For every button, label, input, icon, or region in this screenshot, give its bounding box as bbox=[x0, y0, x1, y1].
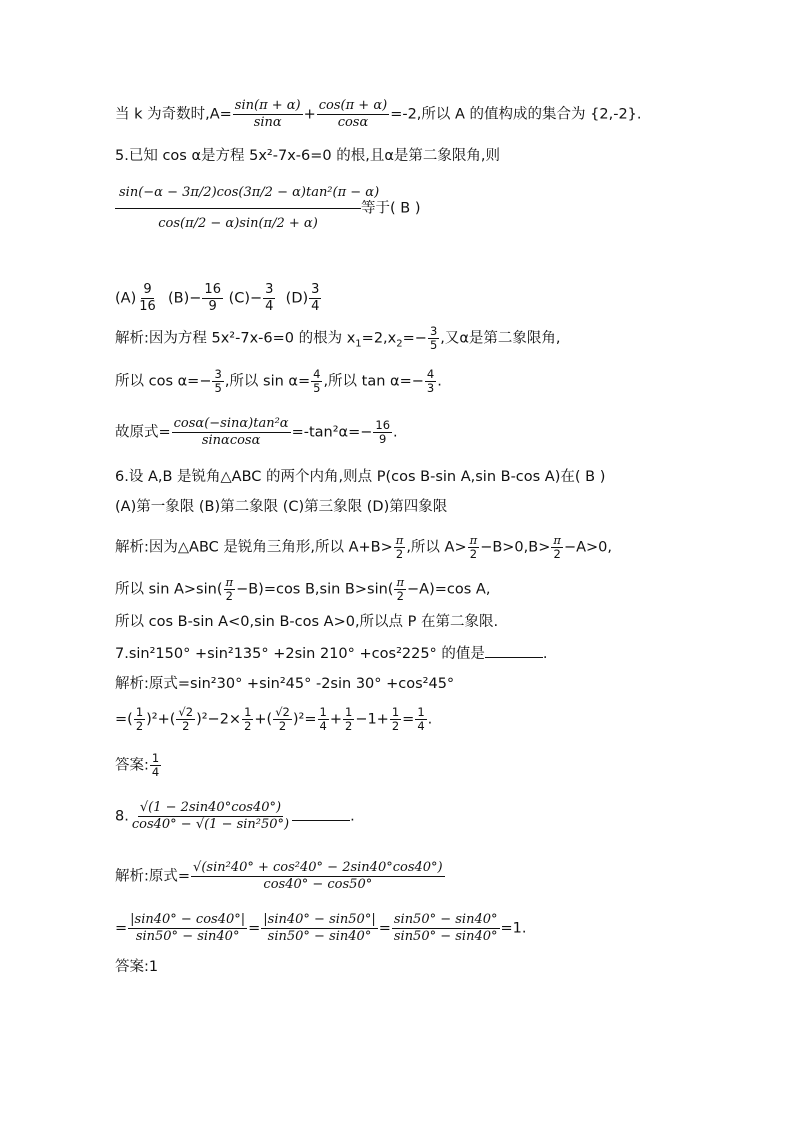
question-5-solution-1: 解析:因为方程 5x²-7x-6=0 的根为 $x_1=2,x_2=-$ $\frac{3}{5}$ ,又α是第二象限角, bbox=[115, 324, 561, 352]
text: . bbox=[427, 711, 433, 728]
fraction bbox=[172, 416, 291, 449]
denominator: sin50° − sin40° bbox=[135, 929, 240, 944]
denominator: 4 bbox=[265, 299, 274, 314]
option-d-label: (D) bbox=[285, 290, 309, 307]
question-6-stem: 6.设 A,B 是锐角△ABC 的两个内角,则点 P(cos B-sin A,sin B-cos A)在( B ) bbox=[115, 469, 606, 485]
numerator: 16 bbox=[204, 282, 221, 297]
denominator: 2 bbox=[396, 589, 404, 603]
numerator: π bbox=[553, 533, 561, 547]
question-7-solution-2 bbox=[115, 706, 754, 733]
text: −1+ bbox=[355, 711, 389, 728]
fraction bbox=[137, 282, 158, 315]
question-6-options: (A)第一象限 (B)第二象限 (C)第三象限 (D)第四象限 bbox=[115, 499, 448, 515]
fraction bbox=[242, 706, 253, 733]
text: . bbox=[393, 424, 398, 441]
question-7-solution-1: 解析:原式=sin²30° +sin²45° -2sin 30° +cos²45° bbox=[115, 676, 455, 692]
fraction bbox=[373, 419, 392, 446]
fraction bbox=[415, 706, 426, 733]
text: 当 k 为奇数时,A= bbox=[115, 106, 232, 123]
text: =1. bbox=[500, 920, 527, 937]
fraction bbox=[224, 576, 236, 603]
text: ,所以 tan α=− bbox=[323, 373, 424, 390]
text: 故原式= bbox=[115, 424, 171, 441]
text: + bbox=[329, 711, 342, 728]
text: +( bbox=[254, 711, 273, 728]
big-fraction bbox=[115, 178, 380, 239]
text: =2,x bbox=[361, 330, 397, 347]
fraction bbox=[394, 576, 406, 603]
numerator: 1 bbox=[319, 705, 327, 719]
denominator: 2 bbox=[344, 719, 353, 733]
numerator: √(sin²40° + cos²40° − 2sin40°cos40°) bbox=[193, 860, 443, 875]
numerator: 3 bbox=[265, 282, 274, 297]
denominator: 4 bbox=[417, 719, 425, 733]
answer-blank bbox=[292, 806, 350, 821]
denominator: 4 bbox=[319, 719, 327, 733]
fraction bbox=[233, 98, 303, 131]
denominator: sin50° − sin40° bbox=[393, 929, 498, 944]
text: . bbox=[437, 373, 442, 390]
numerator: 1 bbox=[135, 705, 144, 719]
fraction bbox=[317, 98, 389, 131]
numerator: 16 bbox=[375, 418, 391, 432]
answer-blank bbox=[485, 643, 543, 658]
numerator: 1 bbox=[244, 705, 252, 719]
text: 解析:因为方程 5x²-7x-6=0 的根为 x bbox=[115, 330, 356, 347]
numerator: 3 bbox=[429, 324, 438, 338]
denominator: cos(π/2 − α)sin(π/2 + α) bbox=[158, 216, 318, 231]
numerator: cos(π + α) bbox=[318, 98, 388, 113]
question-7-answer bbox=[115, 752, 754, 779]
numerator: 4 bbox=[313, 367, 321, 381]
fraction bbox=[392, 912, 500, 945]
fraction bbox=[191, 860, 445, 893]
denominator: 9 bbox=[208, 299, 217, 314]
denominator: sinα bbox=[253, 115, 282, 130]
text: . bbox=[542, 646, 548, 662]
question-5-solution-2 bbox=[115, 368, 754, 395]
text: 所以 cos α=− bbox=[115, 373, 212, 390]
numerator: √2 bbox=[275, 705, 290, 719]
denominator: 3 bbox=[426, 381, 435, 395]
text: = bbox=[248, 920, 261, 937]
option-b-label: (B)− bbox=[168, 290, 202, 307]
denominator: 5 bbox=[214, 381, 222, 395]
denominator: 2 bbox=[225, 589, 233, 603]
text: = bbox=[402, 711, 415, 728]
question-8-answer: 答案:1 bbox=[115, 959, 159, 975]
numerator: √(1 − 2sin40°cos40°) bbox=[139, 800, 282, 815]
question-5-expression bbox=[115, 178, 754, 239]
fraction bbox=[425, 368, 436, 395]
numerator: sin50° − sin40° bbox=[393, 912, 498, 927]
text: + bbox=[303, 106, 316, 123]
fraction bbox=[150, 752, 161, 779]
numerator: 3 bbox=[214, 367, 222, 381]
text: 解析:因为△ABC 是锐角三角形,所以 A+B> bbox=[115, 539, 393, 556]
numerator: sin(−α − 3π/2)cos(3π/2 − α)tan²(π − α) bbox=[115, 178, 361, 209]
question-8-stem bbox=[115, 800, 754, 833]
fraction bbox=[273, 706, 292, 733]
text: )²= bbox=[292, 711, 317, 728]
numerator: 3 bbox=[311, 282, 320, 297]
fraction bbox=[130, 800, 291, 833]
denominator: cos40° − cos50° bbox=[263, 877, 373, 892]
numerator: 1 bbox=[417, 705, 425, 719]
question-6-solution-3: 所以 cos B-sin A<0,sin B-cos A>0,所以点 P 在第二象限. bbox=[115, 614, 499, 630]
denominator: 2 bbox=[244, 719, 252, 733]
denominator: cos40° − √(1 − sin²50°) bbox=[131, 817, 290, 832]
fraction bbox=[128, 912, 247, 945]
text: 8. bbox=[115, 808, 129, 825]
denominator: 4 bbox=[151, 765, 160, 779]
numerator: √2 bbox=[178, 705, 194, 719]
fraction bbox=[428, 325, 439, 352]
numerator: |sin40° − cos40°| bbox=[130, 912, 246, 927]
fraction bbox=[343, 706, 354, 733]
question-5-solution-3 bbox=[115, 416, 754, 449]
text: . bbox=[350, 808, 355, 825]
fraction bbox=[263, 282, 275, 315]
denominator: 2 bbox=[553, 547, 561, 561]
text: 答案: bbox=[115, 757, 149, 774]
question-7-stem bbox=[115, 643, 754, 664]
denominator: 2 bbox=[182, 719, 190, 733]
denominator: 5 bbox=[429, 338, 438, 352]
fraction bbox=[468, 534, 480, 561]
numerator: π bbox=[395, 533, 404, 547]
numerator: 9 bbox=[143, 282, 152, 297]
denominator: 2 bbox=[391, 719, 400, 733]
numerator: 1 bbox=[344, 705, 353, 719]
question-5-options bbox=[115, 282, 754, 315]
option-a-label: (A) bbox=[115, 290, 137, 307]
denominator: sin50° − sin40° bbox=[267, 929, 372, 944]
denominator: 2 bbox=[469, 547, 478, 561]
fraction bbox=[311, 368, 322, 395]
text: =-tan²α=− bbox=[291, 424, 373, 441]
denominator: 16 bbox=[139, 299, 156, 314]
fraction bbox=[261, 912, 377, 945]
fraction bbox=[390, 706, 401, 733]
denominator: 2 bbox=[278, 719, 287, 733]
fraction bbox=[202, 282, 223, 315]
text: ,所以 A> bbox=[406, 539, 467, 556]
text: =-2,所以 A 的值构成的集合为 {2,-2}. bbox=[390, 106, 642, 123]
numerator: 1 bbox=[391, 705, 400, 719]
text: −A)=cos A, bbox=[407, 581, 491, 598]
numerator: 1 bbox=[151, 751, 160, 765]
question-6-solution-2 bbox=[115, 576, 754, 603]
question-8-solution-1 bbox=[115, 860, 754, 893]
fraction bbox=[551, 534, 563, 561]
text: −B)=cos B,sin B>sin( bbox=[236, 581, 394, 598]
text: ,又α是第二象限角, bbox=[440, 330, 561, 347]
numerator: |sin40° − sin50°| bbox=[263, 912, 376, 927]
text: 等于( B ) bbox=[361, 200, 421, 217]
text: −B>0,B> bbox=[480, 539, 551, 556]
question-8-solution-2 bbox=[115, 912, 754, 945]
fraction bbox=[318, 706, 329, 733]
text: = bbox=[115, 920, 128, 937]
text: −A>0, bbox=[563, 539, 612, 556]
text: = bbox=[378, 920, 391, 937]
line-k-odd bbox=[115, 98, 754, 131]
denominator: 4 bbox=[311, 299, 320, 314]
text: 7.sin²150° +sin²135° +2sin 210° +cos²225° 的值是 bbox=[115, 646, 485, 662]
denominator: 5 bbox=[313, 381, 321, 395]
fraction bbox=[176, 706, 195, 733]
text: )²−2× bbox=[196, 711, 242, 728]
numerator: π bbox=[225, 575, 234, 589]
denominator: sinαcosα bbox=[201, 433, 261, 448]
fraction bbox=[309, 282, 321, 315]
question-5-stem: 5.已知 cos α是方程 5x²-7x-6=0 的根,且α是第二象限角,则 bbox=[115, 148, 500, 164]
numerator: cosα(−sinα)tan²α bbox=[173, 416, 289, 431]
text: 所以 sin A>sin( bbox=[115, 581, 223, 598]
denominator: 9 bbox=[379, 432, 387, 446]
denominator: 2 bbox=[135, 719, 144, 733]
numerator: 4 bbox=[426, 367, 435, 381]
denominator: 2 bbox=[395, 547, 404, 561]
text: )²+( bbox=[146, 711, 176, 728]
fraction bbox=[134, 706, 145, 733]
fraction bbox=[212, 368, 223, 395]
text: =− bbox=[402, 330, 427, 347]
option-c-label: (C)− bbox=[228, 290, 263, 307]
text: =( bbox=[115, 711, 133, 728]
question-6-solution-1 bbox=[115, 534, 754, 561]
text: ,所以 sin α= bbox=[224, 373, 311, 390]
text: 解析:原式= bbox=[115, 868, 191, 885]
numerator: π bbox=[396, 575, 405, 589]
numerator: sin(π + α) bbox=[234, 98, 301, 113]
numerator: π bbox=[469, 533, 478, 547]
fraction bbox=[394, 534, 406, 561]
denominator: cosα bbox=[337, 115, 369, 130]
